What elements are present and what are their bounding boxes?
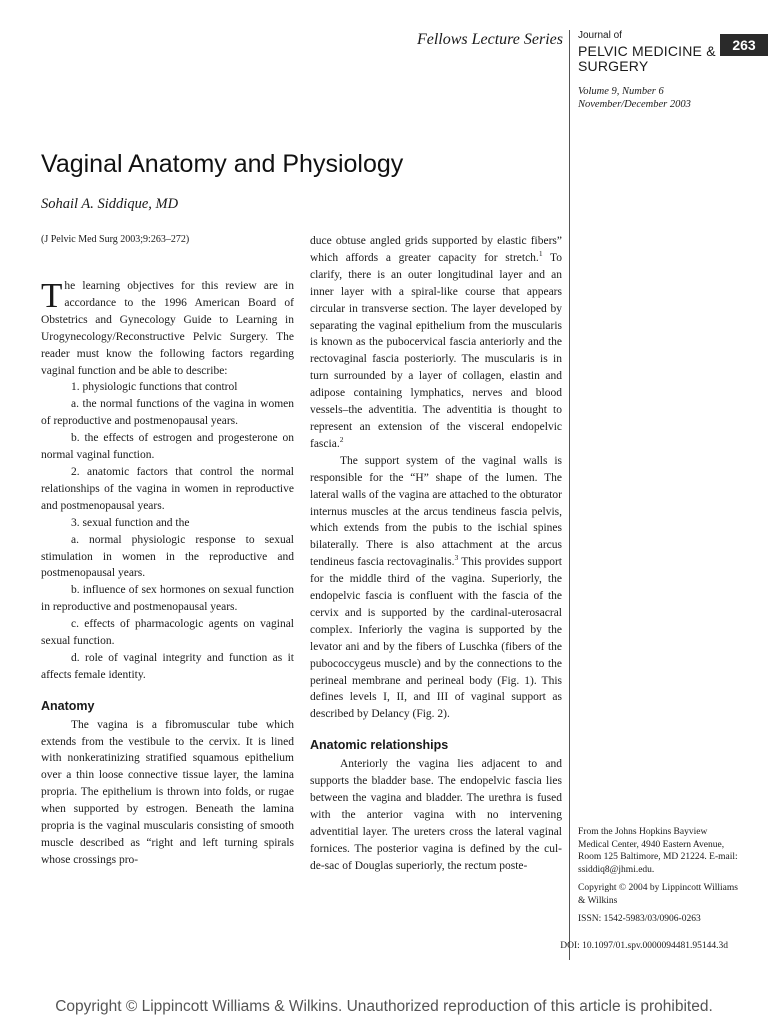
author-address: From the Johns Hopkins Bayview Medical Center, 4940 Eastern Avenue, Room 125 Baltimore, MD 21224. E-mail: ssiddiq8@jhmi.edu. (578, 827, 738, 875)
objective-item: 2. anatomic factors that control the normal relationships of the vagina in women in reproductive and postmenopausal years. (41, 465, 294, 512)
page-number-badge: 263 (720, 34, 768, 56)
volume-info (578, 85, 691, 111)
article-author: Sohail A. Siddique, MD (41, 196, 179, 212)
column-right (310, 233, 562, 875)
body-paragraph (310, 453, 562, 724)
doi: DOI: 10.1097/01.spv.0000094481.95144.3d (560, 941, 728, 951)
body-paragraph: Anteriorly the vagina lies adjacent to and supports the bladder base. The endopelvic fascia lies between the vagina and bladder. The urethra is fused with the anterior vagina with no intervening adventitial layer. The ureters cross the lateral vaginal fornices. The posterior vagina is defined by the cul-de-sac of Douglas superiorly, the rectum poste- (310, 758, 562, 872)
article-citation: (J Pelvic Med Surg 2003;9:263–272) (41, 234, 190, 245)
intro-text: he learning objectives for this review are in accordance to the 1996 American Board of Obstetrics and Gynecology Guide to Learning in Urogynecology/Reconstructive Pelvic Surgery. The reader must know the following factors regarding vaginal function and be able to describe: (41, 280, 294, 377)
objective-item: 3. sexual function and the (71, 516, 190, 529)
objective-item: b. the effects of estrogen and progesterone on normal vaginal function. (41, 432, 294, 462)
body-paragraph (310, 233, 562, 453)
margin-divider (569, 30, 570, 960)
issn: ISSN: 1542-5983/03/0906-0263 (578, 914, 701, 924)
text-run: The support system of the vaginal walls is responsible for the “H” shape of the lumen. The lateral walls of the vagina are attached to the obturator internus muscles at the arcus tendineus fascia pelvis, which extends from the pubis to the ischial spines bilaterally. There is also attachment at the arcus tendineus fascia rectovaginalis. (310, 454, 562, 569)
anatomy-paragraph: The vagina is a fibromuscular tube which extends from the vestibule to the cervix. It is lined with nonkeratinizing stratified squamous epithelium over a thin loose connective tissue layer, the lamina propria. The epithelium is thrown into folds, or rugae when supported by estrogen. Beneath the lamina propria is the vaginal muscularis consisting of smooth muscle described as “right and left turning spirals whose crossings pro- (41, 718, 294, 866)
objective-item: 1. physiologic functions that control (71, 381, 238, 394)
volume: Volume 9, Number 6 (578, 86, 664, 97)
anatomy-heading: Anatomy (41, 698, 95, 713)
article-title: Vaginal Anatomy and Physiology (41, 150, 404, 178)
journal-of-label: Journal of (578, 30, 622, 41)
sidenote-copyright: Copyright © 2004 by Lippincott Williams & Wilkins (578, 883, 738, 906)
text-run: To clarify, there is an outer longitudinal layer and an inner layer with a spiral-like course that appears circular in transverse section. The layer developed by separating the vaginal epithelium from the muscularis is known as the pubocervical fascia anteriorly and the rectovaginal fascia posteriorly. The muscularis is in turn surrounded by a layer of collagen, elastin and adipose containing lymphatics, nerves and blood vessels–the adventitia. The adventitia is thought to represent an extension of the visceral endopelvic fascia. (310, 251, 563, 450)
column-left (41, 278, 294, 869)
objective-item: b. influence of sex hormones on sexual function in reproductive and postmenopausal years. (41, 584, 294, 614)
objective-item: a. normal physiologic response to sexual stimulation in women in the reproductive and postmenopausal years. (41, 533, 294, 580)
copyright-notice: Copyright © Lippincott Williams & Wilkins. Unauthorized reproduction of this article is prohibited. (55, 998, 713, 1015)
objective-item: d. role of vaginal integrity and function as it affects female identity. (41, 651, 294, 681)
drop-cap: T (41, 276, 63, 315)
anatomic-relationships-heading: Anatomic relationships (310, 738, 449, 753)
text-run: duce obtuse angled grids supported by elastic fibers” which affords a greater capacity for stretch. (310, 235, 562, 264)
issue-date: November/December 2003 (578, 99, 691, 110)
intro-paragraph (41, 278, 294, 379)
journal-name: PELVIC MEDICINE & SURGERY (578, 43, 716, 74)
text-run: This provides support for the middle third of the vagina. Superiorly, the endopelvic fascia is confluent with the fascia of the cervix and is supported by the cardinal-uterosacral complex. Inferiorly the vagina is supported by the levator ani and by the fibers of Luschka (fibers of the pubococcygeus muscle) and by the connections to the perineal membrane and perineal body (Fig. 1). This defines levels I, II, and III of vaginal support as described by Delancy (Fig. 2). (310, 556, 563, 721)
series-label: Fellows Lecture Series (416, 31, 563, 48)
reference-2: 2 (339, 435, 344, 445)
objective-item: c. effects of pharmacologic agents on vaginal sexual function. (41, 618, 294, 648)
author-sidenote (578, 826, 738, 932)
reference-3: 3 (454, 553, 459, 563)
objective-item: a. the normal functions of the vagina in women of reproductive and postmenopausal years. (41, 398, 294, 428)
reference-1: 1 (538, 249, 543, 259)
